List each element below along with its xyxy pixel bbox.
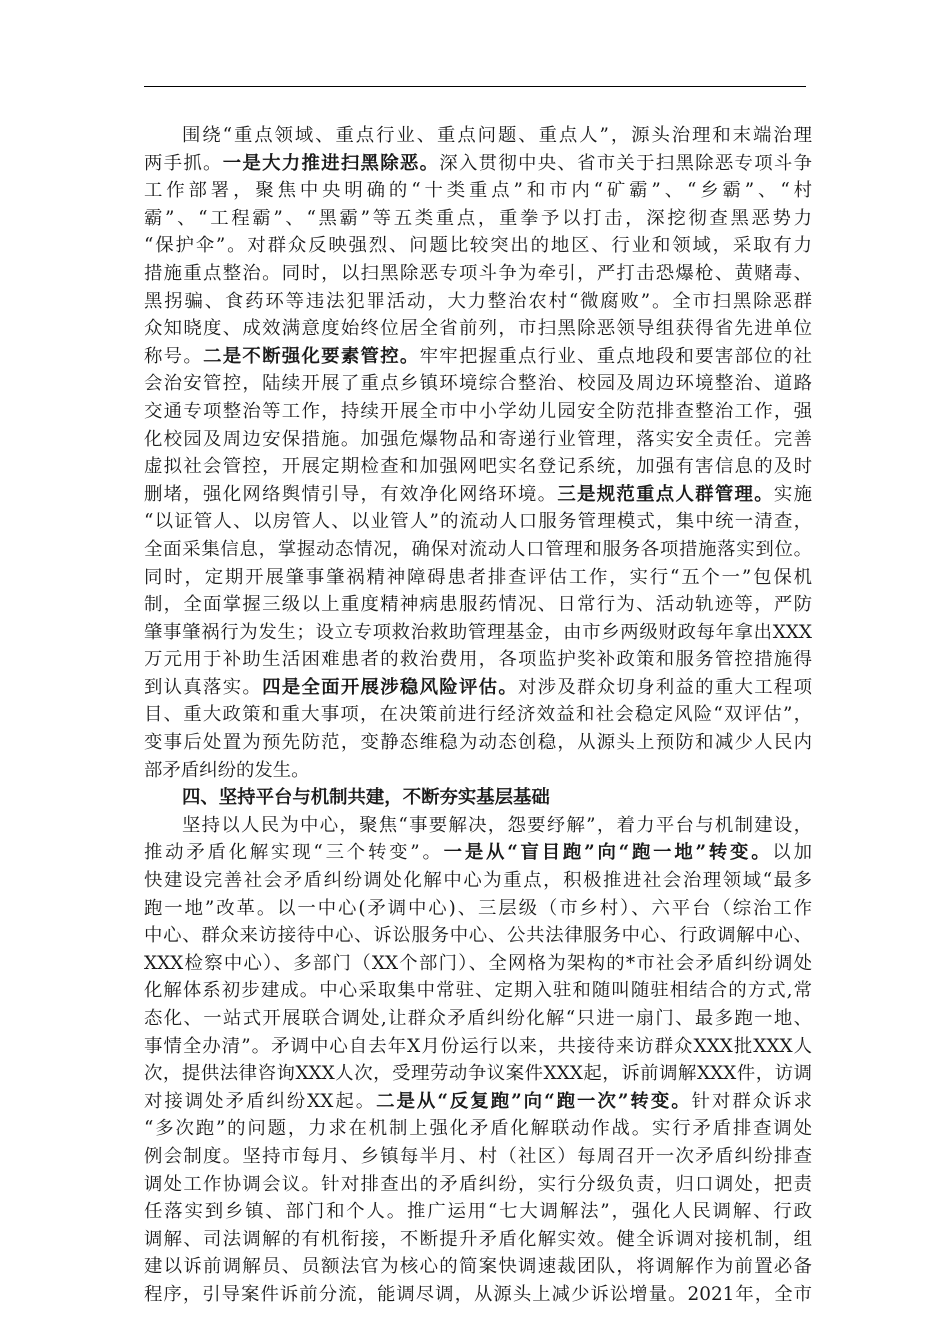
text-run: XXX检察中心）、多部门（XX个部门）、全网格为架构的*市社会矛盾纠纷调处: [144, 952, 812, 974]
text-line: [144, 812, 812, 840]
text-line: [144, 315, 812, 343]
text-run: 措施重点整治。同时，以扫黑除恶专项斗争为牵引，严打击恐爆枪、黄赌毒、: [144, 262, 812, 284]
text-run: 黑拐骗、食药环等违法犯罪活动，大力整治农村“微腐败”。全市扫黑除恶群: [144, 290, 812, 312]
text-line: [144, 839, 812, 867]
text-line: [144, 150, 812, 178]
bold-run: 二是从“反复跑”向“跑一次”转变。: [376, 1090, 692, 1112]
text-line: [144, 536, 812, 564]
text-run: 牢牢把握重点行业、重点地段和要害部位的社: [419, 345, 812, 367]
text-line: [144, 1171, 812, 1199]
text-line: [144, 867, 812, 895]
text-run: 中心、群众来访接待中心、诉讼服务中心、公共法律服务中心、行政调解中心、: [144, 925, 812, 947]
text-line: [144, 729, 812, 757]
text-line: [144, 757, 812, 785]
bold-run: 一是大力推进扫黑除恶。: [222, 152, 440, 174]
text-line: [144, 288, 812, 316]
text-run: 制，全面掌握三级以上重度精神病患服药情况、日常行为、活动轨迹等，严防: [144, 594, 812, 616]
text-run: 推动矛盾化解实现“三个转变”。: [144, 842, 444, 864]
text-line: [144, 177, 812, 205]
text-line: [144, 895, 812, 923]
text-run: 称号。: [144, 345, 204, 367]
text-run: 会治安管控，陆续开展了重点乡镇环境综合整治、校园及周边环境整治、道路: [144, 373, 812, 395]
text-run: 四、坚持平台与机制共建，不断夯实基层基础: [182, 787, 550, 809]
text-line: [144, 1281, 812, 1309]
text-line: [144, 950, 812, 978]
text-line: [144, 1253, 812, 1281]
text-run: 事情全办清”。矛调中心自去年X月份运行以来，共接待来访群众XXX批XXX人: [144, 1035, 812, 1057]
text-line: [144, 508, 812, 536]
text-line: [144, 426, 812, 454]
text-run: 两手抓。: [144, 152, 223, 174]
text-line: [144, 260, 812, 288]
text-run: 对涉及群众切身利益的重大工程项: [518, 676, 812, 698]
text-line: [144, 922, 812, 950]
text-run: 工作部署，聚焦中央明确的“十类重点”和市内“矿霸”、“乡霸”、“村: [144, 180, 812, 202]
text-run: 对接调处矛盾纠纷XX起。: [144, 1090, 377, 1112]
text-run: “多次跑”的问题，力求在机制上强化矛盾化解联动作战。实行矛盾排查调处: [144, 1118, 812, 1140]
text-run: 部矛盾纠纷的发生。: [144, 759, 310, 781]
text-line: [144, 1115, 812, 1143]
text-run: 目、重大政策和重大事项，在决策前进行经济效益和社会稳定风险“双评估”，: [144, 704, 812, 726]
bold-run: 二是不断强化要素管控。: [203, 345, 420, 367]
text-line: [144, 232, 812, 260]
text-run: 化解体系初步建成。中心采取集中常驻、定期入驻和随叫随驻相结合的方式,常: [144, 980, 812, 1002]
text-line: [144, 674, 812, 702]
bold-run: 四是全面开展涉稳风险评估。: [262, 676, 518, 698]
text-run: 同时，定期开展肇事肇祸精神障碍患者排查评估工作，实行“五个一”包保机: [144, 566, 812, 588]
text-line: [144, 619, 812, 647]
text-run: 例会制度。坚持市每月、乡镇每半月、村（社区）每周召开一次矛盾纠纷排查: [144, 1145, 812, 1167]
text-run: 围绕“重点领域、重点行业、重点问题、重点人”，源头治理和末端治理: [182, 125, 812, 146]
text-line: [144, 1060, 812, 1088]
bold-run: 三是规范重点人群管理。: [557, 483, 774, 505]
text-line: [144, 122, 812, 150]
text-line: [144, 1088, 812, 1116]
text-run: 交通专项整治等工作，持续开展全市中小学幼儿园安全防范排查整治工作，强: [144, 400, 812, 422]
document-body: [144, 122, 812, 1309]
text-run: 删堵，强化网络舆情引导，有效净化网络环境。: [144, 483, 558, 505]
text-run: 态化、一站式开展联合调处,让群众矛盾纠纷化解“只进一扇门、最多跑一地、: [144, 1008, 812, 1029]
text-line: [144, 1226, 812, 1254]
text-line: [144, 453, 812, 481]
section-heading: [144, 784, 812, 812]
text-line: [144, 564, 812, 592]
text-run: 调解、司法调解的有机衔接，不断提升矛盾化解实效。健全诉调对接机制，组: [144, 1228, 812, 1250]
text-run: 深入贯彻中央、省市关于扫黑除恶专项斗争: [439, 152, 812, 174]
header-rule: [144, 86, 806, 87]
text-line: [144, 481, 812, 509]
text-line: [144, 977, 812, 1005]
text-run: 万元用于补助生活困难患者的救治费用，各项监护奖补政策和服务管控措施得: [144, 649, 812, 671]
text-line: [144, 646, 812, 674]
text-line: [144, 701, 812, 729]
text-run: “保护伞”。对群众反映强烈、问题比较突出的地区、行业和领域，采取有力: [144, 235, 812, 257]
text-run: 快建设完善社会矛盾纠纷调处化解中心为重点，积极推进社会治理领域“最多: [144, 870, 812, 892]
text-run: 化校园及周边安保措施。加强危爆物品和寄递行业管理，落实安全责任。完善: [144, 428, 812, 450]
text-run: 建以诉前调解员、员额法官为核心的简案快调速裁团队，将调解作为前置必备: [144, 1256, 812, 1278]
text-run: 虚拟社会管控，开展定期检查和加强网吧实名登记系统，加强有害信息的及时: [144, 456, 812, 478]
text-run: 程序，引导案件诉前分流，能调尽调，从源头上减少诉讼增量。2021年，全市: [144, 1283, 812, 1305]
text-line: [144, 205, 812, 233]
text-line: [144, 1198, 812, 1226]
text-run: 针对群众诉求: [691, 1090, 812, 1112]
text-line: [144, 398, 812, 426]
text-line: [144, 370, 812, 398]
text-run: 次，提供法律咨询XXX人次，受理劳动争议案件XXX起，诉前调解XXX件，访调: [144, 1063, 812, 1085]
text-run: 任落实到乡镇、部门和个人。推广运用“七大调解法”，强化人民调解、行政: [144, 1201, 812, 1223]
text-line: [144, 343, 812, 371]
text-run: “以证管人、以房管人、以业管人”的流动人口服务管理模式，集中统一清查，: [144, 511, 812, 533]
text-line: [144, 1033, 812, 1061]
text-line: [144, 1005, 812, 1033]
text-line: [144, 591, 812, 619]
text-run: 全面采集信息，掌握动态情况，确保对流动人口管理和服务各项措施落实到位。: [144, 538, 812, 560]
bold-run: 一是从“盲目跑”向“跑一地”转变。: [443, 842, 773, 864]
text-run: 调处工作协调会议。针对排查出的矛盾纠纷，实行分级负责，归口调处，把责: [144, 1173, 812, 1195]
text-run: 跑一地”改革。以一中心(矛调中心)、三层级（市乡村）、六平台（综治工作: [144, 897, 812, 919]
text-run: 变事后处置为预先防范，变静态维稳为动态创稳，从源头上预防和减少人民内: [144, 732, 812, 754]
text-run: 以加: [772, 842, 812, 864]
text-run: 坚持以人民为中心，聚焦“事要解决，怨要纾解”，着力平台与机制建设，: [182, 814, 812, 836]
text-run: 肇事肇祸行为发生；设立专项救治救助管理基金，由市乡两级财政每年拿出XXX: [144, 621, 812, 643]
text-run: 霸”、“工程霸”、“黑霸”等五类重点，重拳予以打击，深挖彻查黑恶势力: [144, 207, 812, 229]
text-run: 众知晓度、成效满意度始终位居全省前列，市扫黑除恶领导组获得省先进单位: [144, 318, 812, 340]
text-run: 到认真落实。: [144, 676, 263, 698]
text-run: 实施: [773, 483, 812, 505]
text-line: [144, 1143, 812, 1171]
